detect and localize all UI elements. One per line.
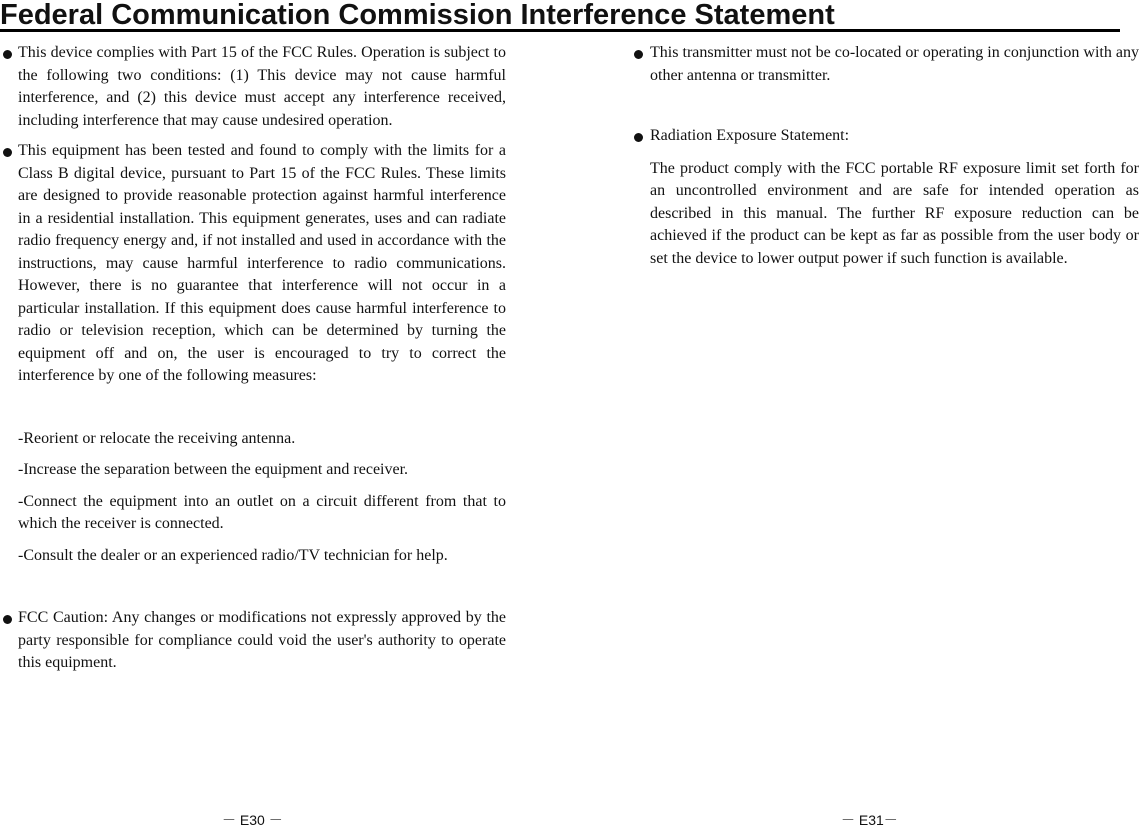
measure-reorient: -Reorient or relocate the receiving antenna. [18,429,296,447]
radiation-exposure-heading: Radiation Exposure Statement: [650,127,850,144]
measure-increase-separation: -Increase the separation between the equipment and receiver. [18,461,409,478]
bullet-co-location [632,42,1139,87]
bullet-class-b-device [0,140,506,388]
left-column [0,42,506,675]
page-title: Federal Communication Commission Interference Statement [0,0,1120,32]
measure-different-outlet: -Connect the equipment into an outlet on a circuit different from that to which the receiver is connected. [18,492,506,532]
bullet-radiation-exposure-heading [632,125,1139,148]
radiation-exposure-text: The product comply with the FCC portable RF exposure limit set forth for an uncontrolled environment and are safe for intended operation as described in this manual. The further RF exposure reduction can be achieved if the product can be kept as far as possible from the user body or set the device to lower output power if such function is available. [650,159,1139,267]
co-location-text: This transmitter must not be co-located or operating in conjunction with any other antenna or transmitter. [650,44,1139,84]
measure-consult-dealer: -Consult the dealer or an experienced radio/TV technician for help. [18,546,448,564]
bullet-dot-icon [3,148,12,157]
page-number-e31: － E31－ [841,812,898,828]
fcc-caution-text: FCC Caution: Any changes or modifications not expressly approved by the party responsible for compliance could void the user's authority to operate this equipment. [18,609,506,671]
bullet-part15-compliance [0,42,506,132]
part15-compliance-text: This device complies with Part 15 of the FCC Rules. Operation is subject to the following two conditions: (1) This device may not cause harmful interference, and (2) this device must accept any interference received, including interference that may cause undesired operation. [18,44,506,129]
class-b-device-text: This equipment has been tested and found to comply with the limits for a Class B digital device, pursuant to Part 15 of the FCC Rules. These limits are designed to provide reasonable protection against harmful interference in a residential installation. This equipment generates, uses and can radiate radio frequency energy and, if not installed and used in accordance with the instructions, may cause harmful interference to radio communications. However, there is no guarantee that interference will not occur in a particular installation. If this equipment does cause harmful interference to radio or television reception, which can be determined by turning the equipment off and on, the user is encouraged to try to correct the interference by one of the following measures: [18,142,506,384]
bullet-dot-icon [3,50,12,59]
right-column [632,42,1139,270]
bullet-dot-icon [3,615,12,624]
bullet-fcc-caution [0,607,506,675]
page-number-e30: － E30 － [222,812,283,828]
bullet-dot-icon [634,133,643,142]
bullet-dot-icon [634,50,643,59]
